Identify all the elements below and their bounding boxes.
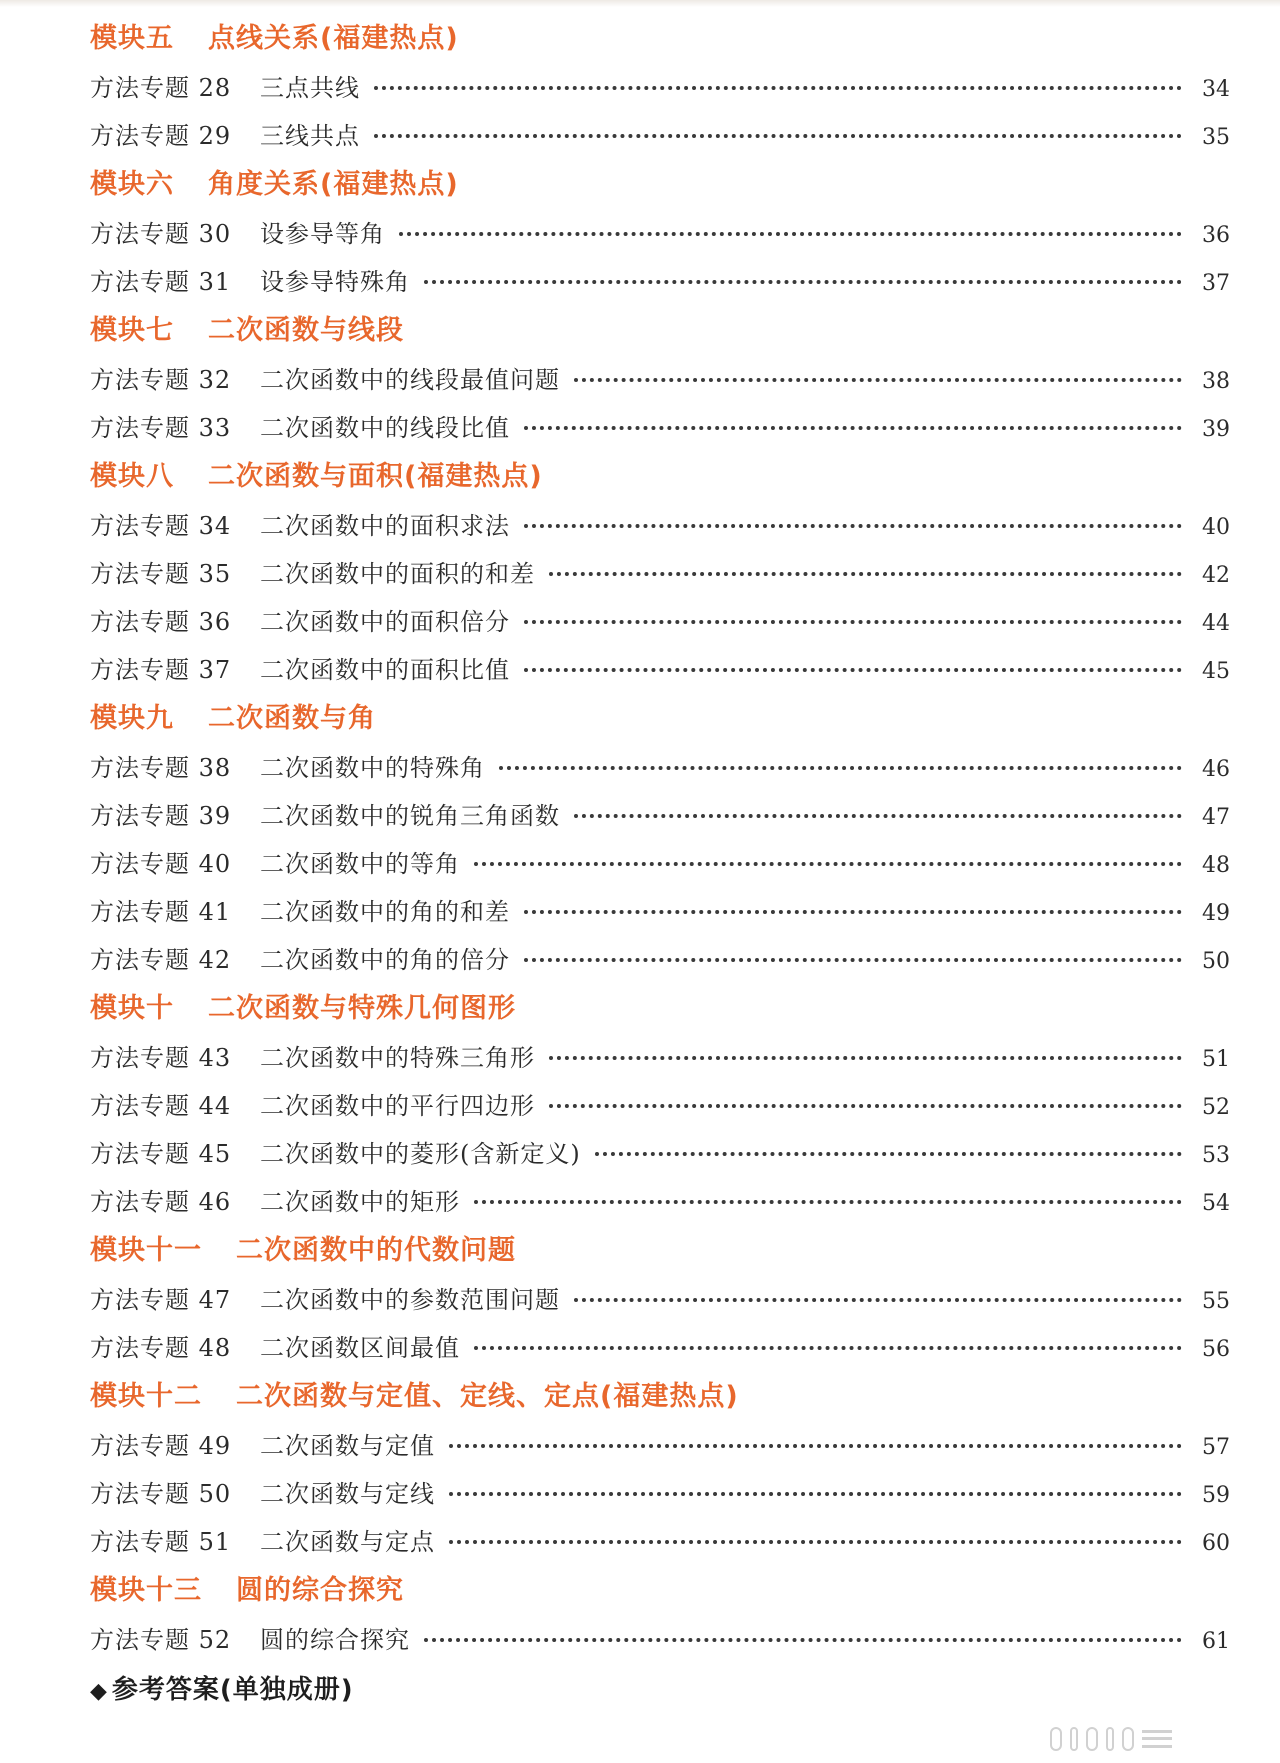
dot-leader [474,862,1182,866]
dot-leader [499,766,1182,770]
dot-leader [524,426,1182,430]
toc-entry[interactable] [90,792,1230,840]
dot-leader [524,910,1182,914]
toc-entry[interactable] [90,936,1230,984]
toc-entry[interactable] [90,1616,1230,1664]
page-number: 42 [1202,563,1230,588]
dot-leader [474,1200,1182,1204]
page-number: 54 [1202,1191,1230,1216]
topic-title: 二次函数中的参数范围问题 [260,1286,560,1314]
topic-title: 二次函数中的菱形(含新定义) [260,1140,581,1168]
diamond-bullet-icon: ◆ [90,1679,108,1704]
dot-leader [449,1540,1182,1544]
dot-leader [374,134,1182,138]
topic-number: 方法专题 51 [90,1528,232,1556]
page-number: 55 [1202,1289,1230,1314]
topic-number: 方法专题 30 [90,220,232,248]
topic-title: 二次函数区间最值 [260,1334,460,1362]
answers-title: 参考答案(单独成册) [111,1675,354,1705]
topic-title: 三点共线 [260,74,360,102]
page-top-edge [0,0,1280,7]
topic-title: 二次函数中的角的和差 [260,898,510,926]
toc-entry[interactable] [90,598,1230,646]
dot-leader [549,1104,1182,1108]
topic-number: 方法专题 50 [90,1480,232,1508]
module-name: 模块六 [90,169,174,200]
topic-number: 方法专题 37 [90,656,232,684]
publisher-logo-icon [1050,1726,1260,1752]
toc-entry[interactable] [90,840,1230,888]
topic-number: 方法专题 28 [90,74,232,102]
toc-entry[interactable] [90,744,1230,792]
module-name: 模块十三 [90,1575,202,1606]
page-number: 57 [1202,1435,1230,1460]
module-title: 二次函数与特殊几何图形 [208,993,516,1024]
module-name: 模块九 [90,703,174,734]
page-number: 40 [1202,515,1230,540]
toc-entry[interactable] [90,1178,1230,1226]
page-number: 61 [1202,1629,1230,1654]
module-heading [90,160,1230,210]
module-name: 模块五 [90,23,174,54]
module-heading [90,1372,1230,1422]
module-heading [90,1566,1230,1616]
topic-title: 二次函数与定线 [260,1480,435,1508]
toc-entry[interactable] [90,356,1230,404]
topic-number: 方法专题 31 [90,268,232,296]
topic-title: 二次函数中的角的倍分 [260,946,510,974]
toc-entry[interactable] [90,888,1230,936]
page-number: 52 [1202,1095,1230,1120]
topic-number: 方法专题 47 [90,1286,232,1314]
topic-number: 方法专题 40 [90,850,232,878]
topic-title: 二次函数中的线段最值问题 [260,366,560,394]
topic-title: 二次函数中的面积比值 [260,656,510,684]
page-number: 44 [1202,611,1230,636]
toc-entry[interactable] [90,112,1230,160]
page-number: 53 [1202,1143,1230,1168]
module-title: 点线关系(福建热点) [208,23,459,54]
toc-entry[interactable] [90,1130,1230,1178]
topic-number: 方法专题 29 [90,122,232,150]
toc-entry[interactable] [90,1518,1230,1566]
page-number: 49 [1202,901,1230,926]
topic-title: 二次函数中的平行四边形 [260,1092,535,1120]
dot-leader [474,1346,1182,1350]
topic-number: 方法专题 33 [90,414,232,442]
topic-title: 二次函数与定点 [260,1528,435,1556]
page-number: 59 [1202,1483,1230,1508]
page-number: 36 [1202,223,1230,248]
page-number: 38 [1202,369,1230,394]
topic-number: 方法专题 34 [90,512,232,540]
dot-leader [374,86,1182,90]
dot-leader [449,1492,1182,1496]
dot-leader [549,1056,1182,1060]
topic-number: 方法专题 49 [90,1432,232,1460]
toc-entry[interactable] [90,210,1230,258]
module-heading [90,984,1230,1034]
topic-title: 三线共点 [260,122,360,150]
topic-number: 方法专题 43 [90,1044,232,1072]
topic-title: 设参导等角 [260,220,385,248]
page-number: 37 [1202,271,1230,296]
topic-title: 设参导特殊角 [260,268,410,296]
dot-leader [424,280,1182,284]
module-heading [90,452,1230,502]
toc-entry[interactable] [90,502,1230,550]
module-heading [90,694,1230,744]
module-heading [90,1226,1230,1276]
topic-title: 二次函数与定值 [260,1432,435,1460]
toc-entry[interactable] [90,1276,1230,1324]
dot-leader [524,620,1182,624]
page-number: 35 [1202,125,1230,150]
topic-number: 方法专题 35 [90,560,232,588]
toc-entry[interactable] [90,646,1230,694]
module-title: 角度关系(福建热点) [208,169,459,200]
page-number: 51 [1202,1047,1230,1072]
dot-leader [399,232,1182,236]
module-name: 模块十一 [90,1235,202,1266]
page-number: 39 [1202,417,1230,442]
page-number: 45 [1202,659,1230,684]
topic-number: 方法专题 45 [90,1140,232,1168]
topic-number: 方法专题 36 [90,608,232,636]
module-name: 模块七 [90,315,174,346]
topic-number: 方法专题 42 [90,946,232,974]
dot-leader [574,378,1182,382]
toc-entry[interactable] [90,258,1230,306]
topic-title: 二次函数中的特殊角 [260,754,485,782]
toc-entry[interactable] [90,550,1230,598]
topic-number: 方法专题 48 [90,1334,232,1362]
topic-title: 二次函数中的面积的和差 [260,560,535,588]
dot-leader [574,1298,1182,1302]
page-number: 50 [1202,949,1230,974]
module-name: 模块十 [90,993,174,1024]
topic-number: 方法专题 46 [90,1188,232,1216]
answers-heading [90,1664,1230,1716]
dot-leader [574,814,1182,818]
topic-title: 二次函数中的特殊三角形 [260,1044,535,1072]
page-number: 56 [1202,1337,1230,1362]
topic-title: 二次函数中的锐角三角函数 [260,802,560,830]
topic-number: 方法专题 39 [90,802,232,830]
module-name: 模块十二 [90,1381,202,1412]
page-number: 60 [1202,1531,1230,1556]
module-title: 二次函数与线段 [208,315,404,346]
page-number: 47 [1202,805,1230,830]
table-of-contents [90,14,1230,1716]
topic-title: 二次函数中的面积倍分 [260,608,510,636]
toc-entry[interactable] [90,1422,1230,1470]
dot-leader [524,524,1182,528]
topic-number: 方法专题 38 [90,754,232,782]
toc-entry[interactable] [90,64,1230,112]
page-number: 34 [1202,77,1230,102]
page-number: 48 [1202,853,1230,878]
dot-leader [549,572,1182,576]
toc-entry[interactable] [90,1324,1230,1372]
topic-title: 二次函数中的等角 [260,850,460,878]
module-title: 二次函数与角 [208,703,376,734]
dot-leader [524,668,1182,672]
topic-number: 方法专题 44 [90,1092,232,1120]
toc-entry[interactable] [90,1082,1230,1130]
topic-title: 二次函数中的面积求法 [260,512,510,540]
topic-title: 圆的综合探究 [260,1626,410,1654]
topic-number: 方法专题 41 [90,898,232,926]
module-title: 二次函数与面积(福建热点) [208,461,543,492]
toc-entry[interactable] [90,1470,1230,1518]
topic-title: 二次函数中的矩形 [260,1188,460,1216]
module-name: 模块八 [90,461,174,492]
topic-number: 方法专题 52 [90,1626,232,1654]
module-heading [90,306,1230,356]
topic-number: 方法专题 32 [90,366,232,394]
toc-entry[interactable] [90,404,1230,452]
page-number: 46 [1202,757,1230,782]
dot-leader [595,1152,1182,1156]
module-title: 二次函数与定值、定线、定点(福建热点) [236,1381,739,1412]
topic-title: 二次函数中的线段比值 [260,414,510,442]
dot-leader [524,958,1182,962]
dot-leader [424,1638,1182,1642]
module-title: 圆的综合探究 [236,1575,404,1606]
dot-leader [449,1444,1182,1448]
module-heading [90,14,1230,64]
module-title: 二次函数中的代数问题 [236,1235,516,1266]
toc-entry[interactable] [90,1034,1230,1082]
